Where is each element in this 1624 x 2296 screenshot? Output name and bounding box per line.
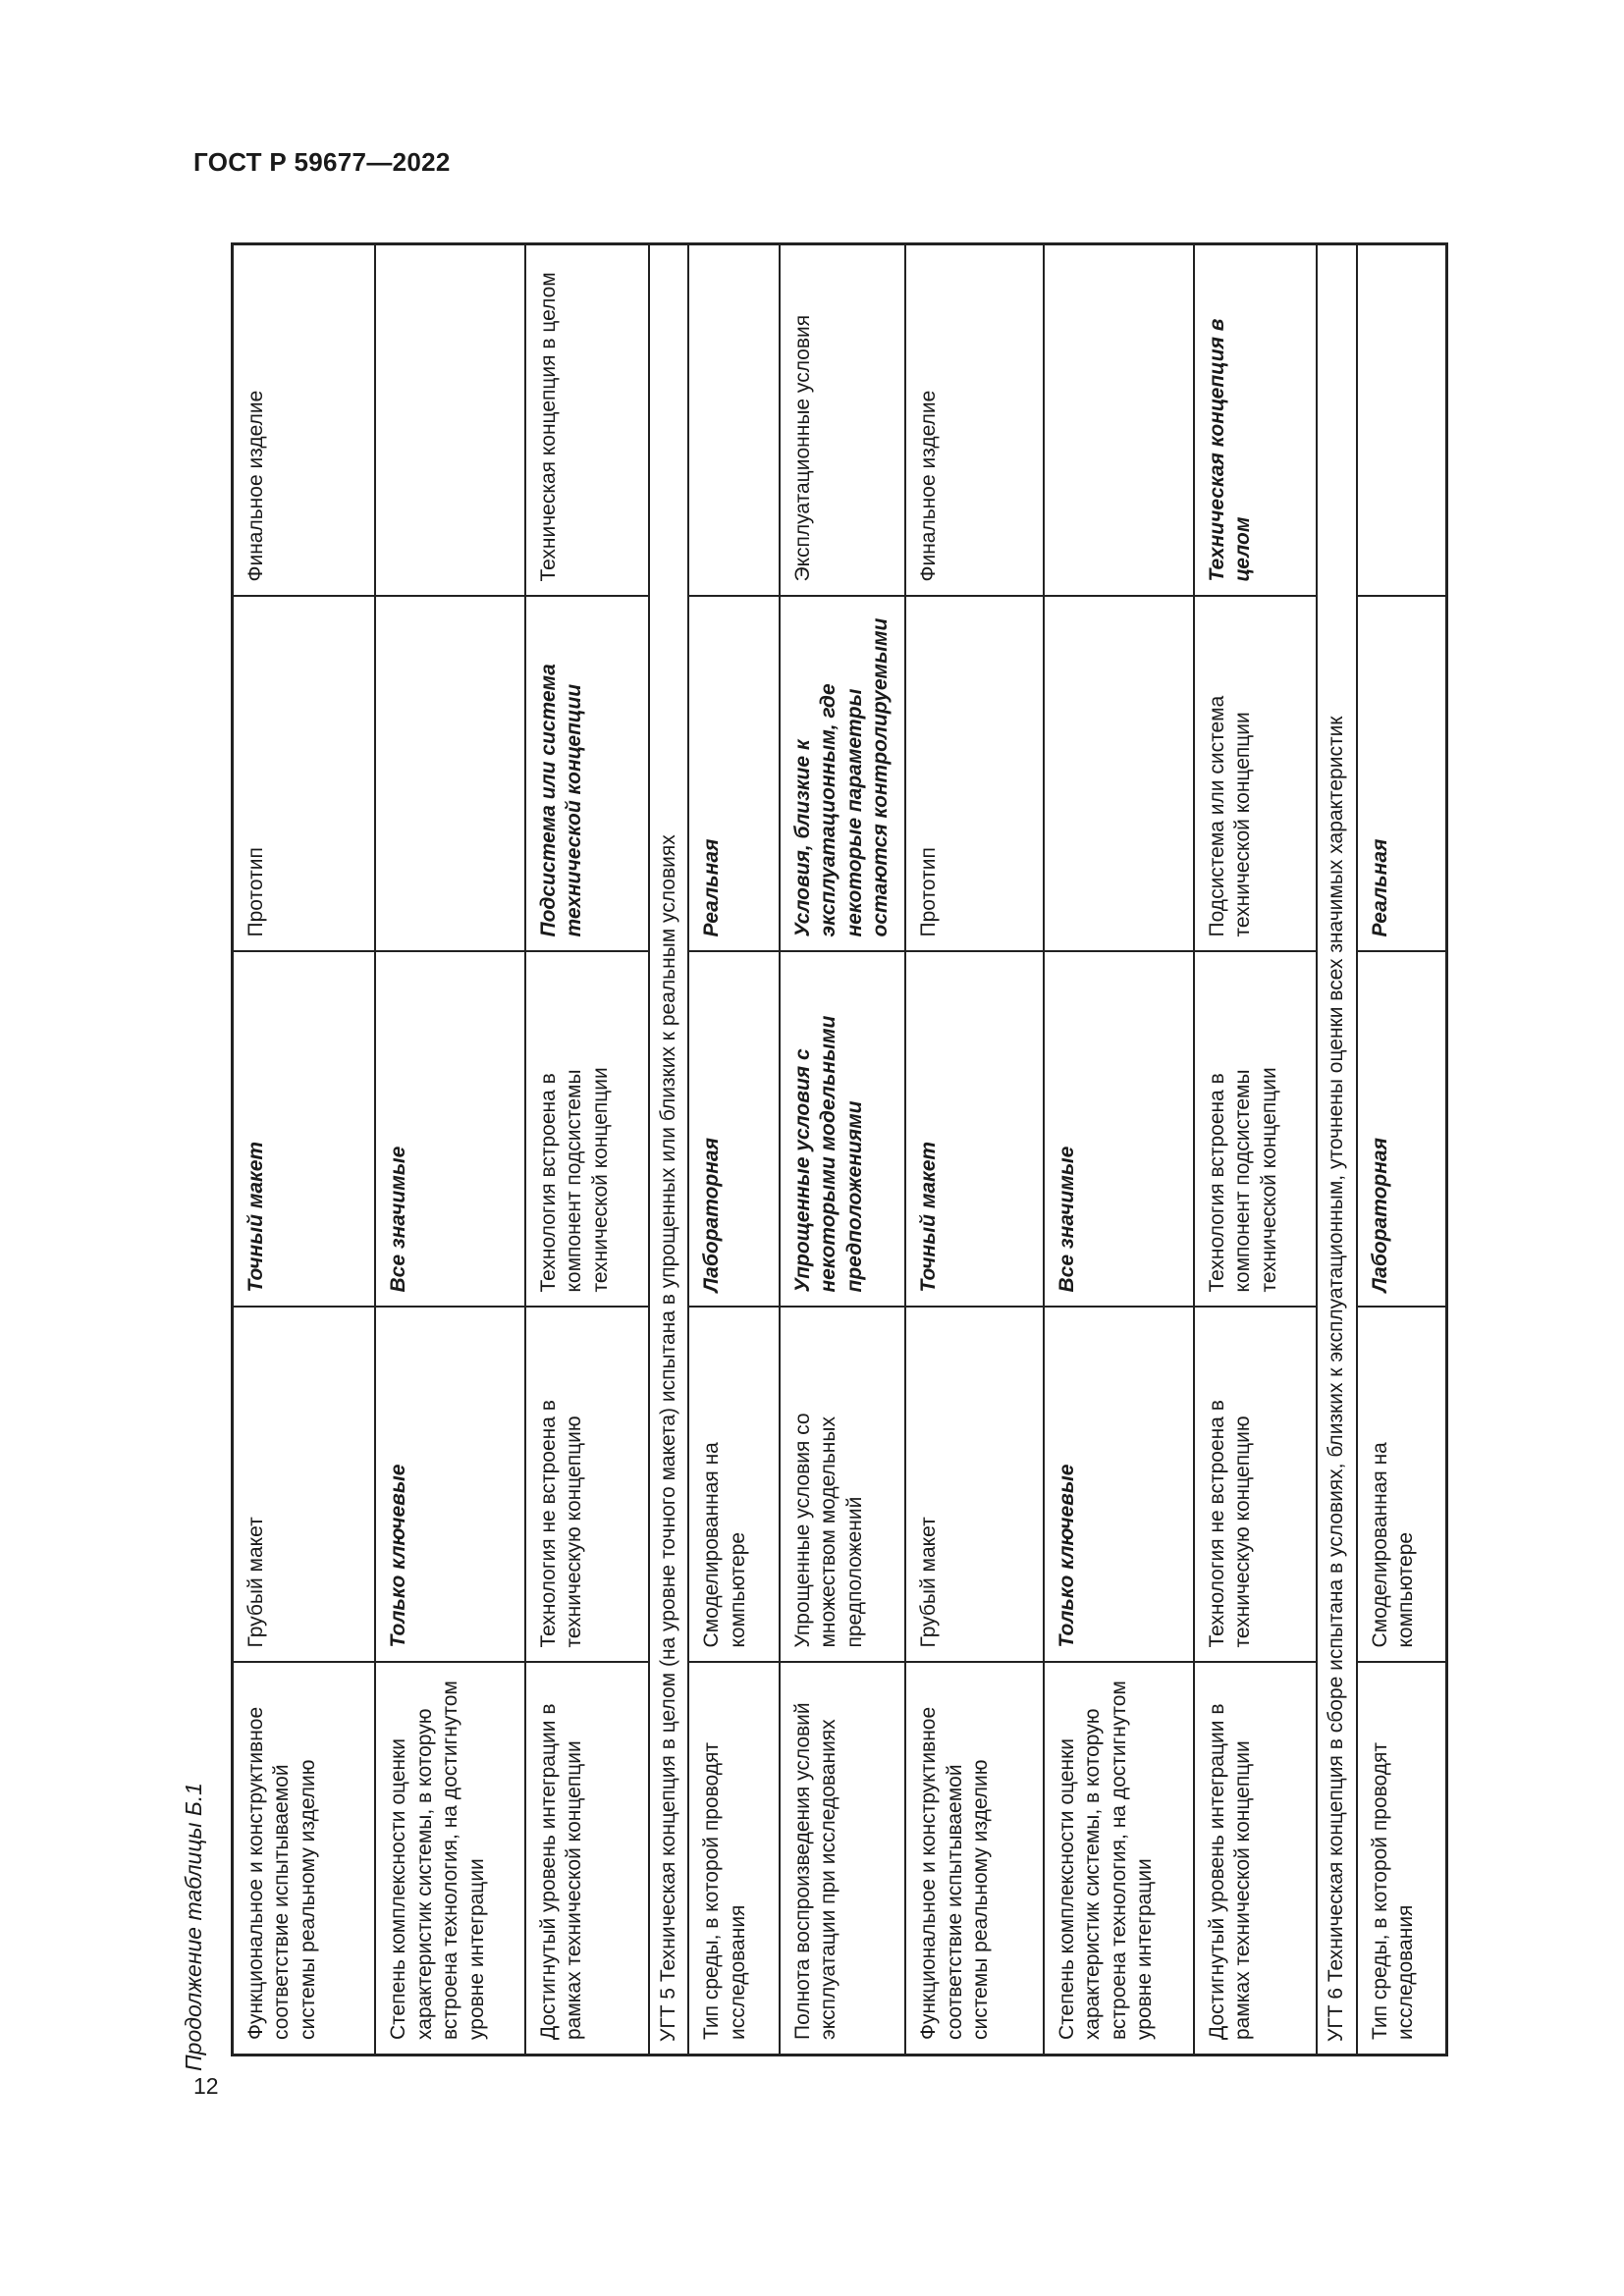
value-cell-c4: Финальное изделие: [905, 244, 1044, 597]
page-number: 12: [193, 2073, 219, 2099]
value-cell-c1: Грубый макет: [233, 1308, 376, 1663]
value-cell-c3: Реальная: [1357, 597, 1447, 952]
section-heading-cell: УГТ 6 Техническая концепция в сборе испытана в условиях, близких к эксплуатационным, уточнены оценки всех значимых характеристик: [1317, 244, 1357, 2056]
section-heading-cell: УГТ 5 Техническая концепция в целом (на уровне точного макета) испытана в упрощенных или близких к реальным условиях: [649, 244, 689, 2056]
row-label-cell: Тип среды, в которой проводят исследования: [688, 1663, 779, 2056]
table-row: [688, 244, 779, 2056]
value-cell-c2: Точный макет: [905, 952, 1044, 1308]
value-cell-c2: Все значимые: [1044, 952, 1194, 1308]
value-cell-c1: Смоделированная на компьютере: [688, 1308, 779, 1663]
table-row: [525, 244, 649, 2056]
table-row: [1044, 244, 1194, 2056]
value-cell-c1: Только ключевые: [1044, 1308, 1194, 1663]
value-cell-c3: Прототип: [233, 597, 376, 952]
value-cell-c2: Упрощенные условия с некоторыми модельными предположениями: [780, 952, 905, 1308]
rotated-table-block: [177, 245, 1453, 2071]
row-label-cell: Полнота воспроизведения условий эксплуатации при исследованиях: [780, 1663, 905, 2056]
value-cell-c4: Финальное изделие: [233, 244, 376, 597]
table-row: [1194, 244, 1318, 2056]
row-label-cell: Тип среды, в которой проводят исследования: [1357, 1663, 1447, 2056]
table-row: [1357, 244, 1447, 2056]
value-cell-c2: Точный макет: [233, 952, 376, 1308]
value-cell-c1: Технология не встроена в техническую концепцию: [1194, 1308, 1318, 1663]
table-section-row: [1317, 244, 1357, 2056]
main-table: [231, 242, 1448, 2056]
value-cell-c4: Техническая концепция в целом: [1194, 244, 1318, 597]
value-cell-c4: Техническая концепция в целом: [525, 244, 649, 597]
value-cell-c4: [1044, 244, 1194, 597]
value-cell-c2: Технология встроена в компонент подсистемы технической концепции: [1194, 952, 1318, 1308]
value-cell-c1: Только ключевые: [375, 1308, 525, 1663]
value-cell-c3: Подсистема или система технической концепции: [525, 597, 649, 952]
value-cell-c1: Технология не встроена в техническую концепцию: [525, 1308, 649, 1663]
row-label-cell: Достигнутый уровень интеграции в рамках технической концепции: [525, 1663, 649, 2056]
table-row: [905, 244, 1044, 2056]
value-cell-c3: Подсистема или система технической концепции: [1194, 597, 1318, 952]
value-cell-c4: [375, 244, 525, 597]
value-cell-c3: Прототип: [905, 597, 1044, 952]
value-cell-c3: [1044, 597, 1194, 952]
value-cell-c2: Лабораторная: [688, 952, 779, 1308]
table-row: [780, 244, 905, 2056]
value-cell-c3: Условия, близкие к эксплуатационным, где некоторые параметры остаются контролируемыми: [780, 597, 905, 952]
row-label-cell: Функциональное и конструктивное соответствие испытываемой системы реальному изделию: [233, 1663, 376, 2056]
value-cell-c3: [375, 597, 525, 952]
value-cell-c4: Эксплуатационные условия: [780, 244, 905, 597]
value-cell-c1: Смоделированная на компьютере: [1357, 1308, 1447, 1663]
table-row: [375, 244, 525, 2056]
value-cell-c2: Все значимые: [375, 952, 525, 1308]
document-header: ГОСТ Р 59677—2022: [193, 147, 451, 177]
table-caption: Продолжение таблицы Б.1: [181, 1783, 206, 2071]
value-cell-c4: [1357, 244, 1447, 597]
value-cell-c2: Лабораторная: [1357, 952, 1447, 1308]
value-cell-c1: Упрощенные условия со множеством модельных предположений: [780, 1308, 905, 1663]
row-label-cell: Функциональное и конструктивное соответствие испытываемой системы реальному изделию: [905, 1663, 1044, 2056]
value-cell-c2: Технология встроена в компонент подсистемы технической концепции: [525, 952, 649, 1308]
table-row: [233, 244, 376, 2056]
value-cell-c1: Грубый макет: [905, 1308, 1044, 1663]
row-label-cell: Степень комплексности оценки характеристик системы, в которую встроена технология, на достигнутом уровне интеграции: [1044, 1663, 1194, 2056]
row-label-cell: Достигнутый уровень интеграции в рамках технической концепции: [1194, 1663, 1318, 2056]
row-label-cell: Степень комплексности оценки характеристик системы, в которую встроена технология, на достигнутом уровне интеграции: [375, 1663, 525, 2056]
value-cell-c4: [688, 244, 779, 597]
value-cell-c3: Реальная: [688, 597, 779, 952]
table-section-row: [649, 244, 689, 2056]
